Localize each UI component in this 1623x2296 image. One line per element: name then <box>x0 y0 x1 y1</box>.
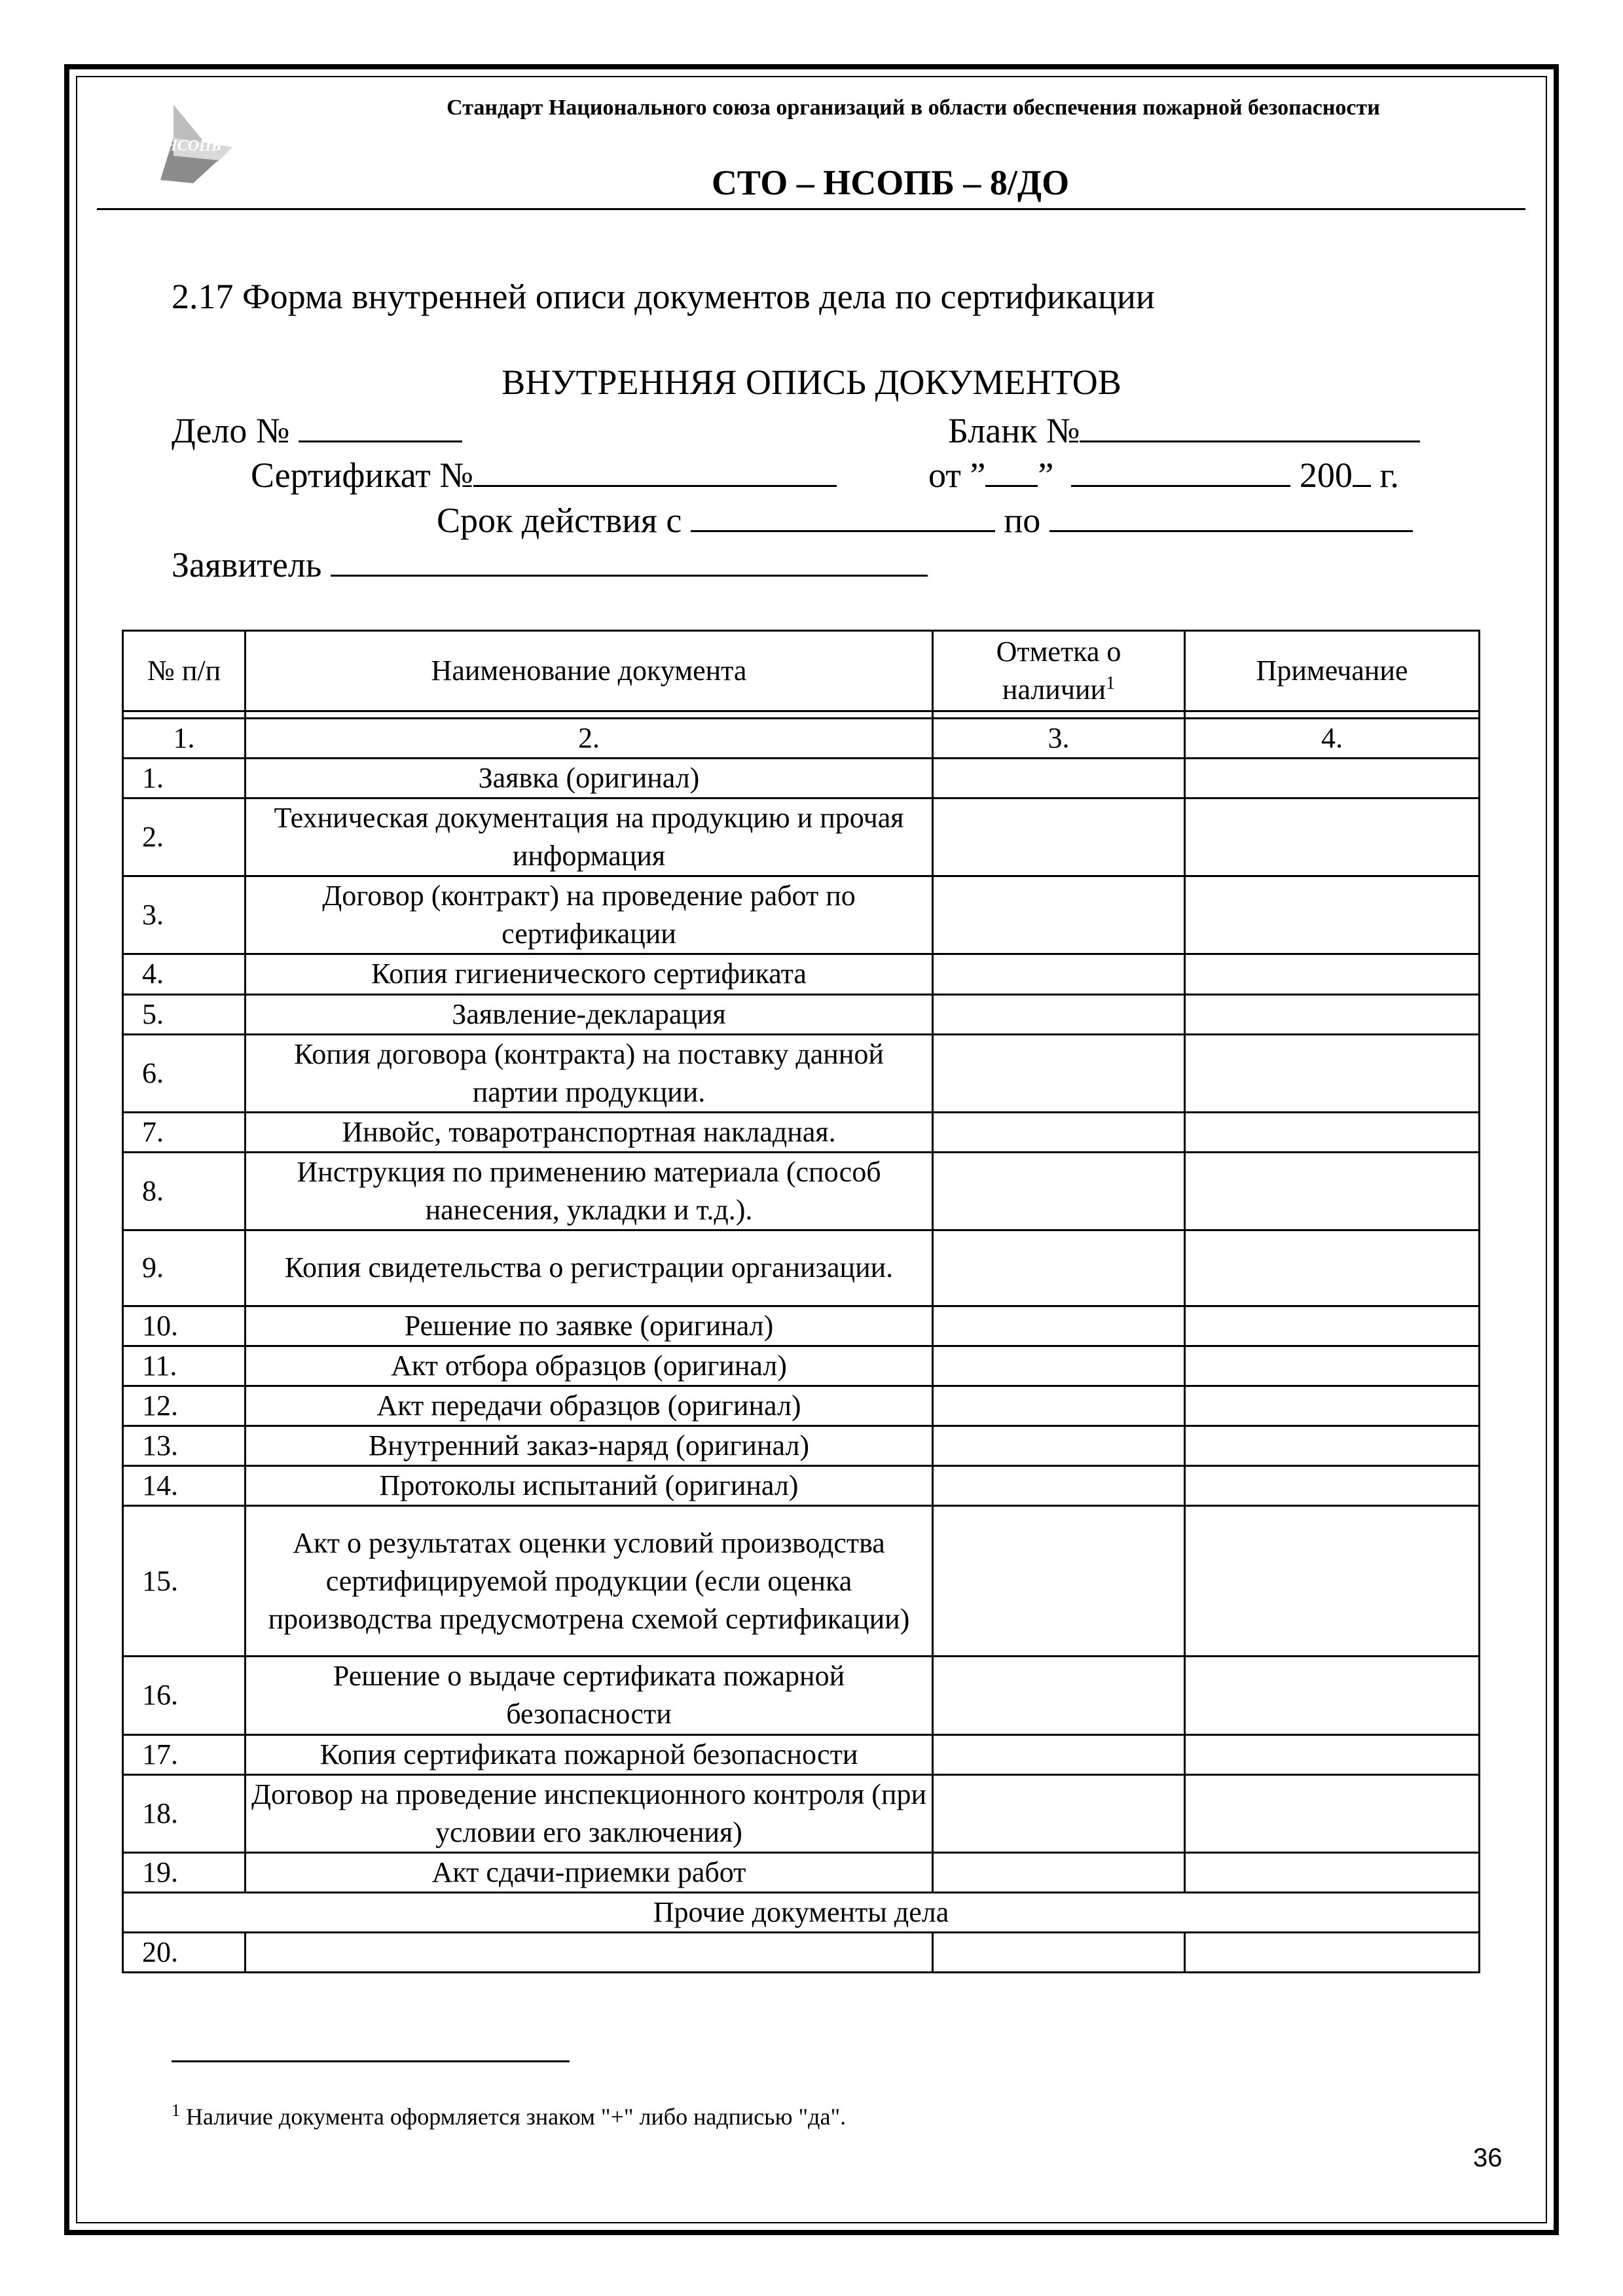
document-name: Копия гигиенического сертификата <box>246 954 933 994</box>
document-name: Решение о выдаче сертификата пожарной безопасности <box>246 1657 933 1734</box>
mark-cell[interactable] <box>933 1152 1185 1230</box>
note-cell[interactable] <box>1185 1734 1480 1774</box>
applicant-blank <box>331 543 928 577</box>
row-number: 1. <box>123 759 246 798</box>
document-name: Акт сдачи-приемки работ <box>246 1852 933 1892</box>
row-number: 13. <box>123 1426 246 1466</box>
note-cell[interactable] <box>1185 1112 1480 1152</box>
logo-text: НСОПБ <box>165 137 221 154</box>
note-cell[interactable] <box>1185 759 1480 798</box>
from-label: от ” <box>928 456 986 495</box>
mark-cell[interactable] <box>933 1386 1185 1426</box>
mark-cell[interactable] <box>933 1306 1185 1346</box>
note-cell[interactable] <box>1185 1657 1480 1734</box>
document-name: Техническая документация на продукцию и прочая информация <box>246 798 933 876</box>
year-label: 200 <box>1299 456 1353 495</box>
mark-cell[interactable] <box>933 876 1185 954</box>
row-number: 20. <box>123 1932 246 1972</box>
document-name: Внутренний заказ-наряд (оригинал) <box>246 1426 933 1466</box>
document-name: Инструкция по применению материала (способ нанесения, укладки и т.д.). <box>246 1152 933 1230</box>
page-number: 36 <box>1473 2144 1503 2172</box>
case-field <box>172 409 462 451</box>
row-number: 12. <box>123 1386 246 1426</box>
other-documents-row <box>123 1892 1480 1932</box>
table-header-row <box>123 631 1480 711</box>
form-title: ВНУТРЕННЯЯ ОПИСЬ ДОКУМЕНТОВ <box>501 363 1122 402</box>
mark-cell[interactable] <box>933 1346 1185 1386</box>
note-cell[interactable] <box>1185 1306 1480 1346</box>
document-name: Акт о результатах оценки условий производства сертифицируемой продукции (если оценка производства предусмотрена схемой сертификации) <box>246 1506 933 1657</box>
document-name[interactable] <box>246 1932 933 1972</box>
table-row <box>123 1034 1480 1112</box>
mark-cell[interactable] <box>933 1426 1185 1466</box>
document-name: Акт передачи образцов (оригинал) <box>246 1386 933 1426</box>
header-note: Примечание <box>1185 631 1480 711</box>
validity-label: Срок действия с <box>437 501 682 540</box>
table-row <box>123 1774 1480 1852</box>
row-number: 3. <box>123 876 246 954</box>
row-number: 4. <box>123 954 246 994</box>
mark-cell[interactable] <box>933 1034 1185 1112</box>
note-cell[interactable] <box>1185 1774 1480 1852</box>
year-suffix: г. <box>1379 456 1399 495</box>
table-row <box>123 1852 1480 1892</box>
validity-field <box>437 499 1413 541</box>
row-number: 18. <box>123 1774 246 1852</box>
blank-field <box>948 409 1420 451</box>
document-name: Заявление-декларация <box>246 994 933 1034</box>
note-cell[interactable] <box>1185 1034 1480 1112</box>
date-field <box>928 454 1399 495</box>
footnote-mark: 1 <box>172 2101 180 2120</box>
document-name: Инвойс, товаротранспортная накладная. <box>246 1112 933 1152</box>
row-number: 8. <box>123 1152 246 1230</box>
note-cell[interactable] <box>1185 954 1480 994</box>
note-cell[interactable] <box>1185 1932 1480 1972</box>
colnum-3: 3. <box>933 719 1185 759</box>
row-number: 16. <box>123 1657 246 1734</box>
table-row <box>123 1230 1480 1306</box>
quote-close: ” <box>1038 456 1054 495</box>
certificate-field <box>251 454 837 495</box>
table-row <box>123 1734 1480 1774</box>
certificate-blank <box>473 454 837 487</box>
row-number: 15. <box>123 1506 246 1657</box>
document-name: Протоколы испытаний (оригинал) <box>246 1466 933 1506</box>
colnum-2: 2. <box>246 719 933 759</box>
row-number: 7. <box>123 1112 246 1152</box>
other-documents-label: Прочие документы дела <box>123 1892 1480 1932</box>
mark-cell[interactable] <box>933 759 1185 798</box>
case-blank <box>299 409 462 442</box>
inventory-table <box>122 630 1480 1973</box>
column-number-row <box>123 719 1480 759</box>
mark-cell[interactable] <box>933 1657 1185 1734</box>
validity-to-blank <box>1049 499 1413 532</box>
nsopb-logo <box>147 98 239 190</box>
standard-title: Стандарт Национального союза организаций в области обеспечения пожарной безопасности <box>447 96 1380 120</box>
validity-from-blank <box>691 499 995 532</box>
year-blank <box>1353 454 1371 487</box>
blank-label: Бланк № <box>948 411 1080 450</box>
row-number: 10. <box>123 1306 246 1346</box>
day-blank <box>985 454 1038 487</box>
mark-cell[interactable] <box>933 1506 1185 1657</box>
row-number: 14. <box>123 1466 246 1506</box>
note-cell[interactable] <box>1185 1506 1480 1657</box>
table-row <box>123 1466 1480 1506</box>
header-gap <box>123 711 1480 719</box>
table-row <box>123 798 1480 876</box>
note-cell[interactable] <box>1185 1346 1480 1386</box>
row-number: 17. <box>123 1734 246 1774</box>
mark-cell[interactable] <box>933 954 1185 994</box>
table-row <box>123 1506 1480 1657</box>
note-cell[interactable] <box>1185 1466 1480 1506</box>
note-cell[interactable] <box>1185 1152 1480 1230</box>
table-row <box>123 994 1480 1034</box>
table-row <box>123 1152 1480 1230</box>
month-blank <box>1071 454 1290 487</box>
row-number: 2. <box>123 798 246 876</box>
document-name: Копия договора (контракта) на поставку данной партии продукции. <box>246 1034 933 1112</box>
row-number: 9. <box>123 1230 246 1306</box>
case-label: Дело № <box>172 411 290 450</box>
document-code: СТО – НСОПБ – 8/ДО <box>711 163 1070 202</box>
document-name: Договор на проведение инспекционного контроля (при условии его заключения) <box>246 1774 933 1852</box>
document-name: Договор (контракт) на проведение работ по сертификации <box>246 876 933 954</box>
mark-cell[interactable] <box>933 1774 1185 1852</box>
footnote-divider <box>172 2060 570 2062</box>
table-row <box>123 954 1480 994</box>
certificate-label: Сертификат № <box>251 456 473 495</box>
applicant-field <box>172 543 928 585</box>
table-row <box>123 876 1480 954</box>
mark-cell[interactable] <box>933 1734 1185 1774</box>
mark-cell[interactable] <box>933 994 1185 1034</box>
mark-cell[interactable] <box>933 1852 1185 1892</box>
table-row <box>123 1426 1480 1466</box>
note-cell[interactable] <box>1185 798 1480 876</box>
header-num: № п/п <box>123 631 246 711</box>
colnum-4: 4. <box>1185 719 1480 759</box>
document-name: Акт отбора образцов (оригинал) <box>246 1346 933 1386</box>
table-row <box>123 1306 1480 1346</box>
document-name: Заявка (оригинал) <box>246 759 933 798</box>
row-number: 5. <box>123 994 246 1034</box>
row-number: 11. <box>123 1346 246 1386</box>
table-row <box>123 1657 1480 1734</box>
header-divider <box>97 208 1525 210</box>
document-name: Решение по заявке (оригинал) <box>246 1306 933 1346</box>
to-label: по <box>1004 501 1041 540</box>
colnum-1: 1. <box>123 719 246 759</box>
document-name: Копия сертификата пожарной безопасности <box>246 1734 933 1774</box>
footnote <box>172 2101 846 2130</box>
header-name: Наименование документа <box>246 631 933 711</box>
mark-cell[interactable] <box>933 798 1185 876</box>
note-cell[interactable] <box>1185 994 1480 1034</box>
section-title: 2.17 Форма внутренней описи документов дела по сертификации <box>172 277 1155 316</box>
row-number: 6. <box>123 1034 246 1112</box>
mark-cell[interactable] <box>933 1932 1185 1972</box>
document-name: Копия свидетельства о регистрации организации. <box>246 1230 933 1306</box>
blank-blank <box>1080 409 1420 442</box>
note-cell[interactable] <box>1185 1852 1480 1892</box>
footnote-text: Наличие документа оформляется знаком "+" либо надписью "да". <box>186 2104 847 2130</box>
mark-cell[interactable] <box>933 1112 1185 1152</box>
note-cell[interactable] <box>1185 1426 1480 1466</box>
table-row <box>123 1112 1480 1152</box>
note-cell[interactable] <box>1185 1230 1480 1306</box>
applicant-label: Заявитель <box>172 545 322 584</box>
table-row <box>123 759 1480 798</box>
table-row <box>123 1346 1480 1386</box>
mark-cell[interactable] <box>933 1466 1185 1506</box>
note-cell[interactable] <box>1185 1386 1480 1426</box>
header-mark: Отметка о наличии$^1$ <box>933 631 1185 711</box>
mark-cell[interactable] <box>933 1230 1185 1306</box>
table-row <box>123 1386 1480 1426</box>
row-number: 19. <box>123 1852 246 1892</box>
note-cell[interactable] <box>1185 876 1480 954</box>
table-row <box>123 1932 1480 1972</box>
